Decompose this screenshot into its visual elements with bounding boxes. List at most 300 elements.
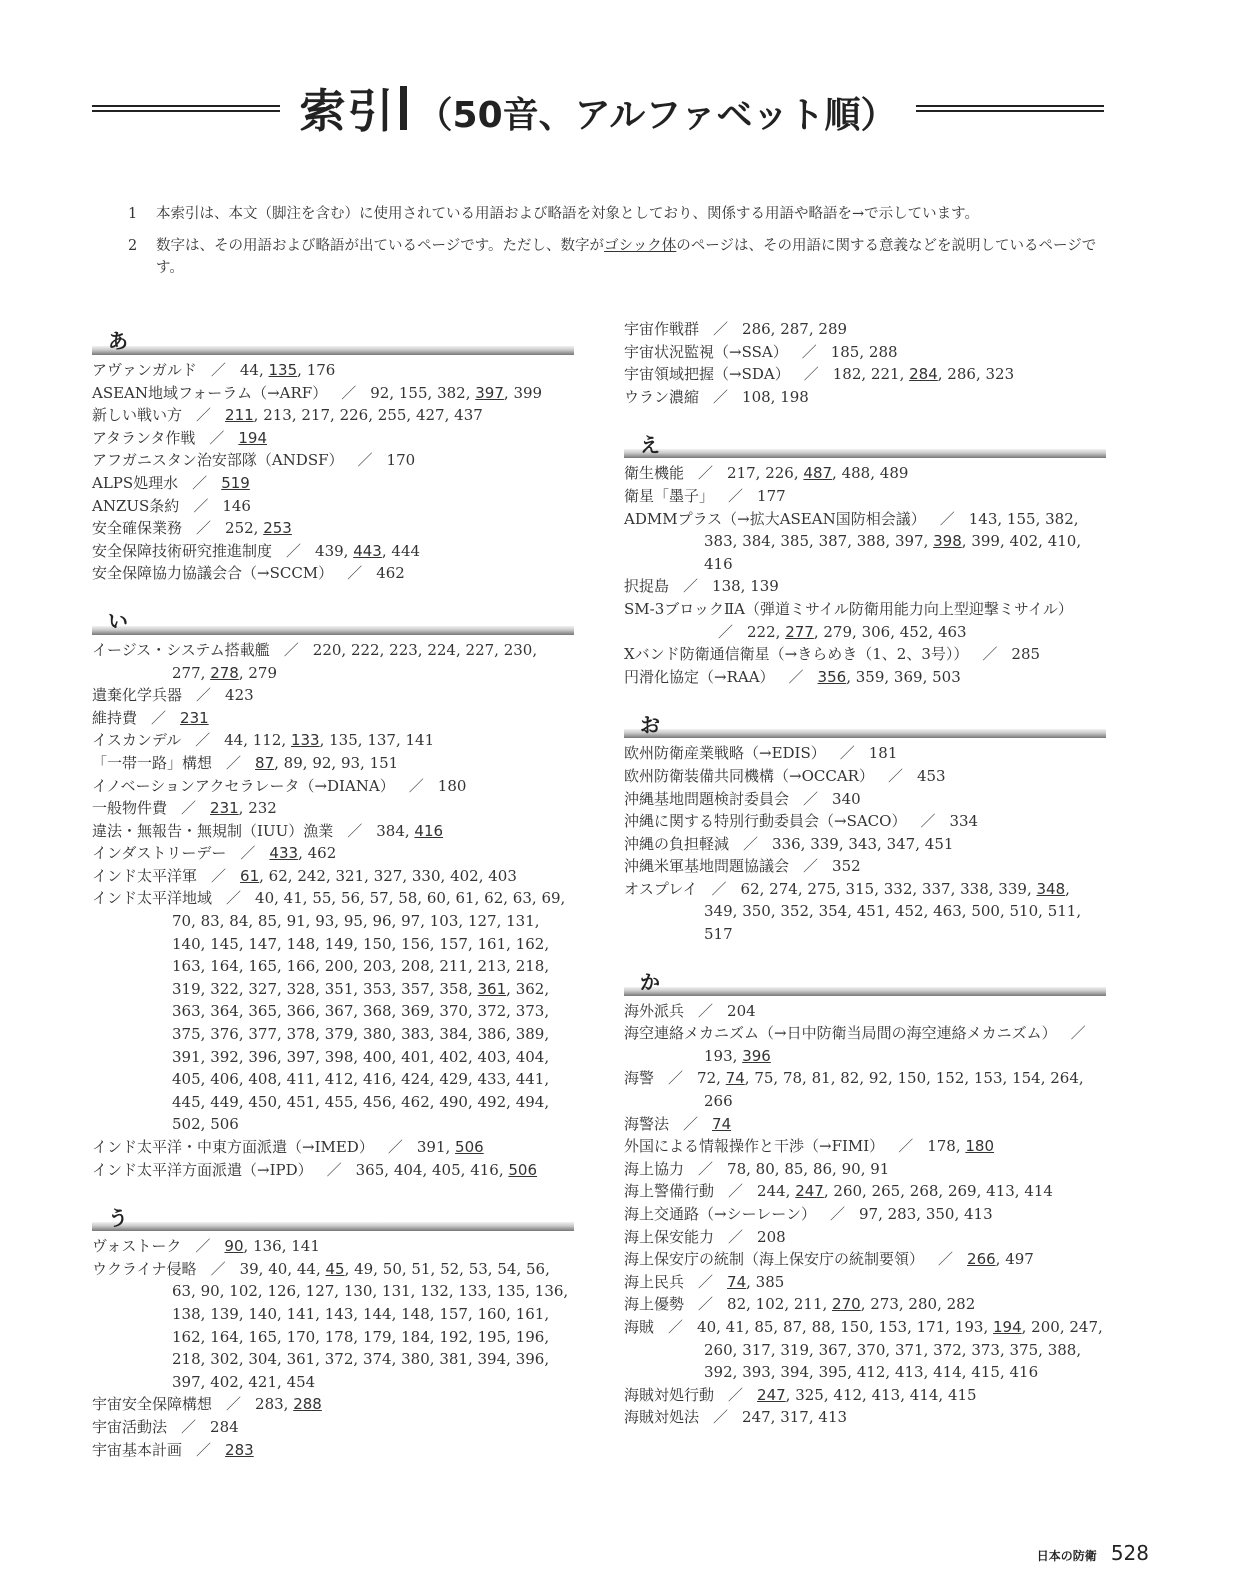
note-1	[128, 203, 1108, 225]
index-entry	[92, 1393, 574, 1416]
page-ref: 135	[329, 731, 358, 750]
section-heading-band	[624, 987, 1106, 996]
entry-term: ウクライナ侵略	[92, 1259, 197, 1278]
page-ref-primary: 194	[238, 428, 268, 447]
entry-term: 海上警備行動	[624, 1182, 715, 1201]
entry-term: 沖縄の負担軽減	[624, 834, 730, 853]
page-ref: 372	[933, 1340, 962, 1359]
section-heading	[624, 708, 1106, 738]
page-ref: 319	[172, 979, 201, 998]
section-heading-band	[92, 346, 574, 355]
page-ref: 302	[210, 1350, 239, 1369]
page-ref: 451	[856, 902, 886, 921]
page-ref: 357	[401, 979, 430, 998]
note-number: 2	[128, 238, 138, 254]
entry-term: ALPS処理水	[92, 473, 179, 492]
page-ref: 136	[253, 1237, 282, 1256]
page-ref: 184	[401, 1327, 430, 1346]
page-ref: 372	[477, 1002, 507, 1021]
page-ref: 511	[1047, 902, 1077, 921]
section-heading	[92, 325, 574, 355]
page-ref: 70	[172, 912, 192, 931]
entry-separator: ／	[788, 667, 804, 686]
entry-term: イスカンデル	[92, 731, 182, 750]
entry-term: 海上優勢	[624, 1295, 685, 1314]
entry-separator: ／	[728, 1182, 744, 1201]
page-ref: 78	[782, 1069, 803, 1088]
page-ref: 349	[704, 902, 733, 921]
page-ref: 112	[252, 731, 282, 750]
page-ref: 399	[513, 383, 543, 402]
section-kana: い	[108, 609, 128, 634]
entry-separator: ／	[283, 640, 299, 659]
entry-term: 安全保障協力協議会合（→SCCM）	[92, 564, 334, 583]
entry-term: インド太平洋・中東方面派遣（→IMED）	[92, 1138, 374, 1156]
page-ref: 82	[840, 1069, 860, 1088]
entry-term: 宇宙作戦群	[624, 320, 700, 338]
section-kana: え	[640, 432, 660, 457]
page-ref: 163	[172, 957, 201, 976]
entry-term: 違法・無報告・無規制（IUU）漁業	[92, 821, 334, 840]
entry-pages: 108, 198	[742, 387, 809, 406]
page-ref: 327	[373, 866, 403, 885]
page-ref: 450	[248, 1092, 278, 1111]
index-entry	[92, 797, 574, 820]
page-ref: 380	[362, 1025, 392, 1044]
entry-term: ウラン濃縮	[624, 387, 700, 406]
entry-separator: ／	[226, 1395, 242, 1414]
entry-pages: 40, 41, 85, 87, 88, 150, 153, 171, 193, 194, 200, 247, 260, 317, 319, 367, 370, 371, 372, 373, 375, 388, 392, 393, 394, 395, 412, 413, 414, 415, 416	[697, 1317, 1103, 1382]
page-ref: 403	[477, 1047, 507, 1066]
entry-pages	[832, 790, 861, 808]
page-ref: 78	[727, 1159, 747, 1178]
page-ref: 61	[455, 889, 475, 908]
page-ref: 328	[286, 979, 316, 998]
entry-pages: 185, 288	[830, 342, 898, 361]
index-section	[92, 605, 574, 1181]
page-ref: 413	[818, 1408, 848, 1427]
page-ref: 170	[286, 1327, 316, 1346]
page-ref: 196	[515, 1327, 545, 1346]
page-ref-primary: 348	[1036, 879, 1066, 898]
index-entry	[92, 1258, 574, 1394]
page-ref: 193	[954, 1317, 984, 1336]
page-ref: 413	[871, 1385, 901, 1404]
page-ref: 354	[818, 902, 848, 921]
entry-separator: ／	[801, 342, 817, 361]
notes	[128, 203, 1108, 289]
entry-term: 択捉島	[624, 577, 670, 596]
page-ref: 264	[1050, 1069, 1079, 1088]
page-ref-primary: 231	[210, 799, 239, 818]
entry-pages: 193, 396	[704, 1046, 771, 1065]
entry-separator: ／	[195, 731, 211, 750]
page-ref: 127	[305, 1282, 335, 1301]
entry-term: 海賊	[624, 1317, 655, 1336]
page-ref: 226	[339, 406, 369, 425]
entry-pages	[210, 1418, 239, 1436]
page-ref: 402	[450, 866, 479, 885]
page-ref: 347	[886, 834, 916, 853]
entry-pages	[727, 1002, 756, 1020]
page-footer	[1037, 1541, 1149, 1565]
page-ref: 164	[210, 1327, 239, 1346]
page-ref: 97	[401, 912, 421, 931]
page-ref-primary: 519	[221, 473, 250, 492]
title-bar	[400, 86, 407, 130]
index-entry	[92, 865, 574, 888]
page-ref: 150	[897, 1069, 927, 1088]
entry-term: 宇宙活動法	[92, 1417, 168, 1436]
index-entry	[624, 508, 1106, 576]
entry-pages: 336, 339, 343, 347, 451	[772, 834, 954, 853]
entry-separator: ／	[226, 889, 242, 908]
page-ref: 363	[172, 1002, 201, 1021]
index-entry	[92, 517, 574, 540]
entry-separator: ／	[210, 361, 226, 379]
page-ref: 456	[362, 1092, 392, 1111]
page-ref: 165	[248, 1327, 278, 1346]
entry-pages: 82, 102, 211, 270, 273, 280, 282	[727, 1295, 976, 1314]
page-ref: 404	[515, 1047, 545, 1066]
entry-pages: 178, 180	[927, 1137, 995, 1156]
entry-term: アヴァンガルド	[92, 361, 197, 379]
page-ref-primary: 277	[785, 622, 814, 641]
page-ref: 62	[740, 879, 760, 898]
index-entry	[92, 472, 574, 495]
page-ref: 49	[354, 1259, 374, 1278]
index-entry	[624, 765, 1106, 788]
index-section	[624, 428, 1106, 688]
page-ref: 325	[795, 1385, 824, 1404]
page-ref: 370	[439, 1002, 468, 1021]
entry-term: 欧州防衛装備共同機構（→OCCAR）	[624, 766, 874, 785]
entry-pages	[757, 487, 786, 505]
entry-separator: ／	[939, 509, 955, 528]
page-ref: 56	[525, 1259, 546, 1278]
page-ref: 145	[210, 934, 239, 953]
page-ref: 143	[968, 509, 998, 528]
entry-separator: ／	[181, 799, 197, 818]
page-ref: 380	[401, 1350, 430, 1369]
page-ref: 242	[297, 866, 326, 885]
index-entry	[624, 575, 1106, 598]
page-ref: 359	[855, 667, 885, 686]
page-ref: 382	[437, 383, 466, 402]
entry-separator: ／	[698, 1001, 714, 1020]
page-ref: 60	[426, 889, 446, 908]
page-ref: 416	[362, 1070, 392, 1089]
page-ref: 166	[286, 957, 316, 976]
page-ref-primary: 194	[992, 1317, 1022, 1336]
page-ref-primary: 278	[210, 663, 239, 682]
page-ref-primary: 247	[795, 1182, 824, 1201]
page-ref: 416	[704, 554, 733, 573]
entry-separator: ／	[698, 1159, 714, 1178]
page-ref: 362	[515, 979, 545, 998]
page-ref-primary: 74	[712, 1114, 732, 1133]
page-ref: 151	[369, 753, 399, 772]
page-ref: 135	[496, 1282, 526, 1301]
page-ref: 62	[484, 889, 504, 908]
index-entry	[92, 1136, 574, 1159]
index-entry	[624, 666, 1106, 689]
page-ref: 40	[697, 1317, 717, 1336]
index-entry	[92, 427, 574, 450]
index-entry	[92, 729, 574, 752]
entry-pages: 266, 497	[967, 1250, 1034, 1269]
index-entry	[624, 318, 1106, 341]
entry-pages	[238, 429, 267, 447]
page-ref: 285	[1011, 645, 1041, 664]
page-ref: 376	[210, 1025, 239, 1044]
page-ref: 416	[1009, 1363, 1039, 1382]
page-ref: 424	[401, 1070, 430, 1089]
entry-term: 宇宙状況監視（→SSA）	[624, 342, 788, 361]
page-ref: 153	[973, 1069, 1003, 1088]
page-ref: 397	[286, 1047, 316, 1066]
page-ref: 367	[818, 1340, 848, 1359]
page-ref: 149	[324, 934, 354, 953]
entry-separator: ／	[1070, 1024, 1086, 1043]
index-entry	[624, 878, 1106, 946]
page-ref-primary: 356	[817, 667, 847, 686]
entry-pages: 391, 506	[416, 1138, 484, 1156]
page-ref: 51	[411, 1259, 431, 1278]
page-ref: 306	[861, 622, 891, 641]
page-ref: 339	[998, 879, 1027, 898]
entry-term: 維持費	[92, 708, 138, 727]
page-ref: 403	[488, 866, 517, 885]
index-entry	[92, 382, 574, 405]
page-ref: 413	[964, 1205, 993, 1223]
page-ref: 441	[515, 1070, 545, 1089]
page-ref-primary: 283	[225, 1440, 254, 1459]
entry-separator: ／	[408, 776, 424, 795]
note-2	[128, 235, 1108, 279]
entry-separator: ／	[387, 1138, 403, 1156]
entry-pages: 433, 462	[269, 844, 337, 863]
page-ref: 394	[780, 1363, 810, 1382]
page-ref: 195	[477, 1327, 507, 1346]
page-ref: 338	[960, 879, 989, 898]
entry-term: 海警	[624, 1069, 655, 1088]
entry-pages	[757, 1228, 786, 1246]
entry-term: 海上協力	[624, 1159, 685, 1178]
page-ref: 44	[224, 731, 244, 750]
page-ref: 489	[879, 464, 909, 483]
page-ref: 92	[868, 1069, 888, 1088]
page-ref-primary: 231	[180, 708, 209, 727]
entry-separator: ／	[668, 1317, 684, 1336]
page-ref: 280	[908, 1295, 938, 1314]
index-entry	[624, 1180, 1106, 1203]
page-ref: 136	[534, 1282, 564, 1301]
page-ref: 369	[893, 667, 923, 686]
index-entry	[92, 775, 574, 798]
entry-separator: ／	[181, 1417, 197, 1436]
entry-pages	[180, 709, 209, 727]
page-ref: 213	[263, 406, 292, 425]
index-entry	[624, 833, 1106, 856]
page-ref: 222	[350, 640, 380, 659]
entry-term: 新しい戦い方	[92, 406, 183, 425]
page-ref: 492	[477, 1092, 507, 1111]
page-ref: 40	[268, 1259, 288, 1278]
page-ref: 132	[420, 1282, 449, 1301]
page-ref: 365	[355, 1160, 385, 1179]
page-ref: 423	[225, 686, 254, 705]
page-ref: 176	[306, 361, 336, 379]
entry-term: ASEAN地域フォーラム（→ARF）	[92, 383, 328, 402]
page-ref: 268	[909, 1182, 939, 1201]
entry-separator: ／	[193, 496, 209, 515]
page-ref: 103	[429, 912, 459, 931]
entry-separator: ／	[357, 451, 373, 470]
page-ref: 406	[210, 1070, 239, 1089]
entry-separator: ／	[210, 1259, 226, 1278]
page-ref: 405	[172, 1070, 201, 1089]
page-ref: 63	[512, 889, 532, 908]
entry-pages: 384, 416	[376, 821, 444, 840]
page-ref: 146	[222, 496, 251, 515]
page-ref-primary: 180	[965, 1137, 995, 1156]
entry-pages	[221, 474, 250, 492]
page-ref-primary: 266	[967, 1250, 996, 1269]
page-ref: 85	[784, 1159, 804, 1178]
entry-separator: ／	[698, 1272, 714, 1291]
page-header	[92, 78, 1104, 138]
page-ref: 392	[704, 1363, 733, 1382]
page-ref: 288	[868, 342, 898, 361]
page-ref: 84	[229, 912, 249, 931]
entry-term: ADMMプラス（→拡大ASEAN国防相会議）	[624, 509, 926, 528]
page-ref: 340	[832, 789, 861, 808]
entry-pages	[869, 744, 898, 762]
page-ref: 127	[467, 912, 497, 931]
index-entry	[624, 462, 1106, 485]
page-ref: 374	[362, 1350, 392, 1369]
index-entry	[92, 449, 574, 472]
page-ref: 273	[870, 1295, 899, 1314]
entry-term: 安全保障技術研究推進制度	[92, 541, 273, 560]
page-ref: 369	[401, 1002, 430, 1021]
index-entry	[624, 1022, 1106, 1067]
entry-term: 海賊対処法	[624, 1408, 700, 1427]
page-ref: 54	[497, 1259, 517, 1278]
entry-pages: 211, 213, 217, 226, 255, 427, 437	[225, 406, 483, 425]
page-ref-primary: 270	[832, 1295, 861, 1314]
page-ref: 162	[172, 1327, 201, 1346]
index-entry	[624, 643, 1106, 666]
entry-separator: ／	[286, 541, 302, 560]
page-ref: 192	[439, 1327, 468, 1346]
page-ref: 90	[841, 1159, 861, 1178]
entry-term: 一般物件費	[92, 799, 168, 818]
page-ref: 336	[772, 834, 801, 853]
page-ref: 385	[755, 1272, 785, 1291]
page-ref-primary: 288	[293, 1395, 322, 1414]
page-ref: 164	[210, 957, 239, 976]
page-ref-primary: 90	[224, 1237, 244, 1256]
entry-separator: ／	[803, 789, 819, 808]
entry-separator: ／	[938, 1250, 954, 1269]
page-ref: 412	[856, 1363, 886, 1382]
entry-pages: 247, 317, 413	[742, 1408, 848, 1427]
entry-pages	[387, 451, 416, 469]
note-text	[156, 235, 1108, 279]
index-entry	[624, 1067, 1106, 1112]
page-ref: 57	[369, 889, 389, 908]
page-ref: 260	[704, 1340, 733, 1359]
entry-term: 海上保安能力	[624, 1227, 715, 1246]
page-ref: 62	[268, 866, 288, 885]
page-ref: 86	[812, 1159, 833, 1178]
entry-pages: 439, 443, 444	[315, 541, 421, 560]
page-ref: 317	[780, 1408, 809, 1427]
entry-pages	[1011, 645, 1040, 663]
entry-term: イノベーションアクセラレータ（→DIANA）	[92, 776, 395, 795]
note-text: 本索引は、本文（脚注を含む）に使用されている用語および略語を対象としており、関係する用語や略語を→で示しています。	[156, 206, 979, 222]
entry-pages: 62, 274, 275, 315, 332, 337, 338, 339, 348, 349, 350, 352, 354, 451, 452, 463, 500, 510, 511, 517	[704, 879, 1082, 944]
entry-term: 遺棄化学兵器	[92, 686, 183, 705]
page-ref: 39	[239, 1259, 259, 1278]
entry-separator: ／	[698, 464, 714, 483]
entry-term: 宇宙基本計画	[92, 1440, 183, 1459]
page-ref: 339	[810, 834, 839, 853]
index-entry	[624, 788, 1106, 811]
page-ref: 379	[324, 1025, 354, 1044]
page-ref: 247	[742, 1408, 771, 1427]
page-ref: 147	[248, 934, 278, 953]
entry-separator: ／	[196, 519, 212, 538]
page-ref: 274	[769, 879, 798, 898]
index-entry	[624, 742, 1106, 765]
page-ref: 255	[377, 406, 407, 425]
page-ref: 97	[859, 1205, 879, 1223]
entry-pages: 244, 247, 260, 265, 268, 269, 413, 414	[757, 1182, 1053, 1201]
section-heading	[92, 605, 574, 635]
page-ref: 279	[248, 663, 278, 682]
page-ref: 93	[315, 912, 335, 931]
page-ref: 366	[286, 1002, 316, 1021]
index-entry	[624, 598, 1106, 643]
page-ref: 462	[307, 844, 337, 863]
entry-separator: ／	[209, 428, 225, 447]
page-ref: 178	[927, 1137, 956, 1156]
index-entry	[92, 1416, 574, 1439]
page-ref: 165	[248, 957, 278, 976]
section-kana: あ	[108, 329, 128, 354]
page-ref: 397	[894, 532, 924, 551]
page-ref: 138	[172, 1304, 201, 1323]
page-ref: 69	[541, 889, 561, 908]
entry-term: 外国による情報操作と干渉（→FIMI）	[624, 1137, 885, 1156]
entry-pages	[949, 812, 978, 830]
section-heading	[92, 1201, 574, 1231]
page-ref: 343	[848, 834, 878, 853]
page-ref: 397	[172, 1372, 201, 1391]
section-kana: う	[108, 1205, 128, 1230]
page-ref: 289	[818, 320, 848, 338]
page-ref: 517	[704, 925, 733, 944]
entry-pages	[376, 564, 405, 582]
title-main: 索引	[299, 84, 396, 138]
page-ref-primary: 247	[757, 1385, 786, 1404]
page-ref: 463	[937, 622, 967, 641]
entry-separator: ／	[743, 834, 759, 853]
page-ref: 402	[210, 1372, 239, 1391]
